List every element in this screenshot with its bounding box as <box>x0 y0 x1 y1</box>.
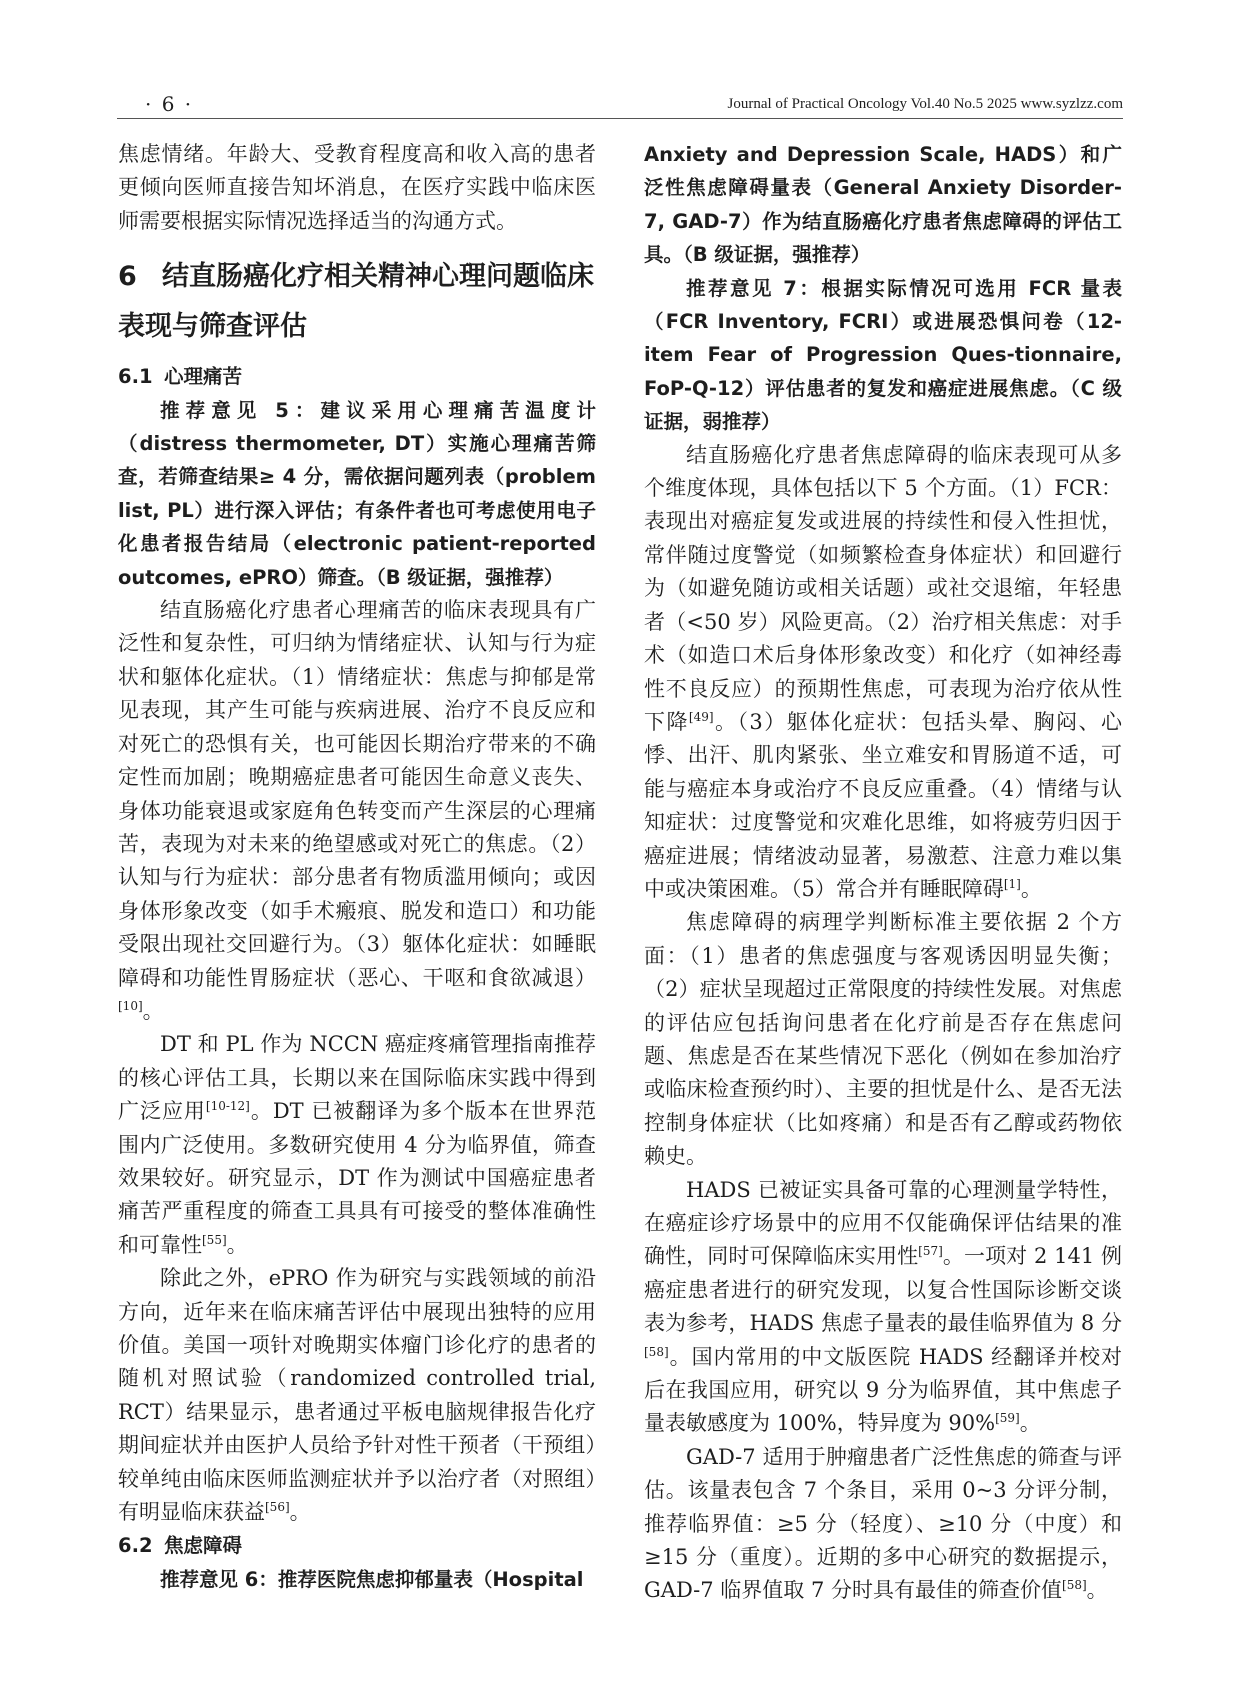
citation: [56] <box>265 1500 290 1515</box>
subsection-number: 6.1 <box>118 365 153 389</box>
subsection-title: 心理痛苦 <box>164 365 243 389</box>
recommendation-6-continued: Anxiety and Depression Scale, HADS）和广泛性焦虑障碍量表（General Anxiety Disorder-7, GAD-7）作为结直肠癌化疗患者焦虑障碍的评估工具。（B 级证据，强推荐） <box>644 143 1122 267</box>
journal-info: Journal of Practical Oncology Vol.40 No.5 2025 www.syzlzz.com <box>727 96 1123 112</box>
citation: [58] <box>1062 1578 1087 1593</box>
paragraph: 除此之外，ePRO 作为研究与实践领域的前沿方向，近年来在临床痛苦评估中展现出独特的应用价值。美国一项针对晚期实体瘤门诊化疗的患者的随机对照试验（randomized controlled trial, RCT）结果显示，患者通过平板电脑规律报告化疗期间症状并由医护人员给予针对性干预者（干预组）较单纯由临床医师监测症状并予以治疗者（对照组）有明显临床获益[56]。 <box>118 1266 596 1525</box>
page-number: · 6 · <box>145 92 194 116</box>
section-heading <box>118 252 596 352</box>
paragraph: 结直肠癌化疗患者心理痛苦的临床表现具有广泛性和复杂性，可归纳为情绪症状、认知与行为症状和躯体化症状。（1）情绪症状：焦虑与抑郁是常见表现，其产生可能与疾病进展、治疗不良反应和对死亡的恐惧有关，也可能因长期治疗带来的不确定性而加剧；晚期癌症患者可能因生命意义丧失、身体功能衰退或家庭角色转变而产生深层的心理痛苦，表现为对未来的绝望感或对死亡的焦虑。（2）认知与行为症状：部分患者有物质滥用倾向；或因身体形象改变（如手术瘢痕、脱发和造口）和功能受限出现社交回避行为。（3）躯体化症状：如睡眠障碍和功能性胃肠症状（恶心、干呕和食欲减退）[10]。 <box>118 598 596 1023</box>
subsection-number: 6.2 <box>118 1534 153 1558</box>
left-column <box>118 138 596 1596</box>
citation: [58] <box>644 1344 669 1359</box>
paragraph: 结直肠癌化疗患者焦虑障碍的临床表现可从多个维度体现，具体包括以下 5 个方面。（1）FCR：表现出对癌症复发或进展的持续性和侵入性担忧，常伴随过度警觉（如频繁检查身体症状）和回避行为（如避免随访或相关话题）或社交退缩，年轻患者（<50 岁）风险更高。（2）治疗相关焦虑：对手术（如造口术后身体形象改变）和化疗（如神经毒性不良反应）的预期性焦虑，可表现为治疗依从性下降[49]。（3）躯体化症状：包括头晕、胸闷、心悸、出汗、肌肉紧张、坐立难安和胃肠道不适，可能与癌症本身或治疗不良反应重叠。（4）情绪与认知症状：过度警觉和灾难化思维，如将疲劳归因于癌症进展；情绪波动显著，易激惹、注意力难以集中或决策困难。（5）常合并有睡眠障碍[1]。 <box>644 442 1123 901</box>
citation: [49] <box>688 709 714 724</box>
citation: [57] <box>918 1244 943 1259</box>
subsection-heading <box>118 1529 596 1562</box>
page-header <box>117 92 1123 119</box>
section-title: 结直肠癌化疗相关精神心理问题临床表现与筛查评估 <box>118 261 594 343</box>
paragraph: 焦虑情绪。年龄大、受教育程度高和收入高的患者更倾向医师直接告知坏消息，在医疗实践中临床医师需要根据实际情况选择适当的沟通方式。 <box>118 142 596 233</box>
paragraph: GAD-7 适用于肿瘤患者广泛性焦虑的筛查与评估。该量表包含 7 个条目，采用 0~3 分评分制，推荐临界值：≥5 分（轻度）、≥10 分（中度）和≥15 分（重度）。近期的多中心研究的数据提示，GAD-7 临界值取 7 分时具有最佳的筛查价值[58]。 <box>644 1444 1122 1603</box>
recommendation-5: 推荐意见 5：建议采用心理痛苦温度计（distress thermometer, DT）实施心理痛苦筛查，若筛查结果≥ 4 分，需依据问题列表（problem list, PL）进行深入评估；有条件者也可考虑使用电子化患者报告结局（electronic patient-reported outcomes, ePRO）筛查。（B 级证据，强推荐） <box>118 398 596 589</box>
paragraph: HADS 已被证实具备可靠的心理测量学特性，在癌症诊疗场景中的应用不仅能确保评估结果的准确性，同时可保障临床实用性[57]。一项对 2 141 例癌症患者进行的研究发现，以复合性国际诊断交谈表为参考，HADS 焦虑子量表的最佳临界值为 8 分[58]。国内常用的中文版医院 HADS 经翻译并校对后在我国应用，研究以 9 分为临界值，其中焦虑子量表敏感度为 100%，特异度为 90%[59]。 <box>644 1177 1122 1436</box>
citation: [55] <box>202 1232 227 1247</box>
citation: [10] <box>118 998 143 1013</box>
recommendation-6: 推荐意见 6：推荐医院焦虑抑郁量表（Hospital <box>160 1567 584 1591</box>
subsection-heading <box>118 360 596 393</box>
paragraph: DT 和 PL 作为 NCCN 癌症疼痛管理指南推荐的核心评估工具，长期以来在国际临床实践中得到广泛应用[10-12]。DT 已被翻译为多个版本在世界范围内广泛使用。多数研究使用 4 分为临界值，筛查效果较好。研究显示，DT 作为测试中国癌症患者痛苦严重程度的筛查工具具有可接受的整体准确性和可靠性[55]。 <box>118 1032 596 1257</box>
citation: [10-12] <box>205 1099 250 1114</box>
right-column <box>644 138 1122 1608</box>
citation: [1] <box>1003 876 1021 891</box>
citation: [59] <box>995 1411 1020 1426</box>
section-number: 6 <box>118 261 137 293</box>
recommendation-7: 推荐意见 7：根据实际情况可选用 FCR 量表（FCR Inventory, FCRI）或进展恐惧问卷（12-item Fear of Progression Ques-tionnaire, FoP-Q-12）评估患者的复发和癌症进展焦虑。（C 级证据，弱推荐） <box>644 276 1122 434</box>
subsection-title: 焦虑障碍 <box>164 1534 243 1558</box>
paragraph: 焦虑障碍的病理学判断标准主要依据 2 个方面：（1）患者的焦虑强度与客观诱因明显失衡；（2）症状呈现超过正常限度的持续性发展。对焦虑的评估应包括询问患者在化疗前是否存在焦虑问题、焦虑是否在某些情况下恶化（例如在参加治疗或临床检查预约时）、主要的担忧是什么、是否无法控制身体症状（比如疼痛）和是否有乙醇或药物依赖史。 <box>644 910 1122 1169</box>
